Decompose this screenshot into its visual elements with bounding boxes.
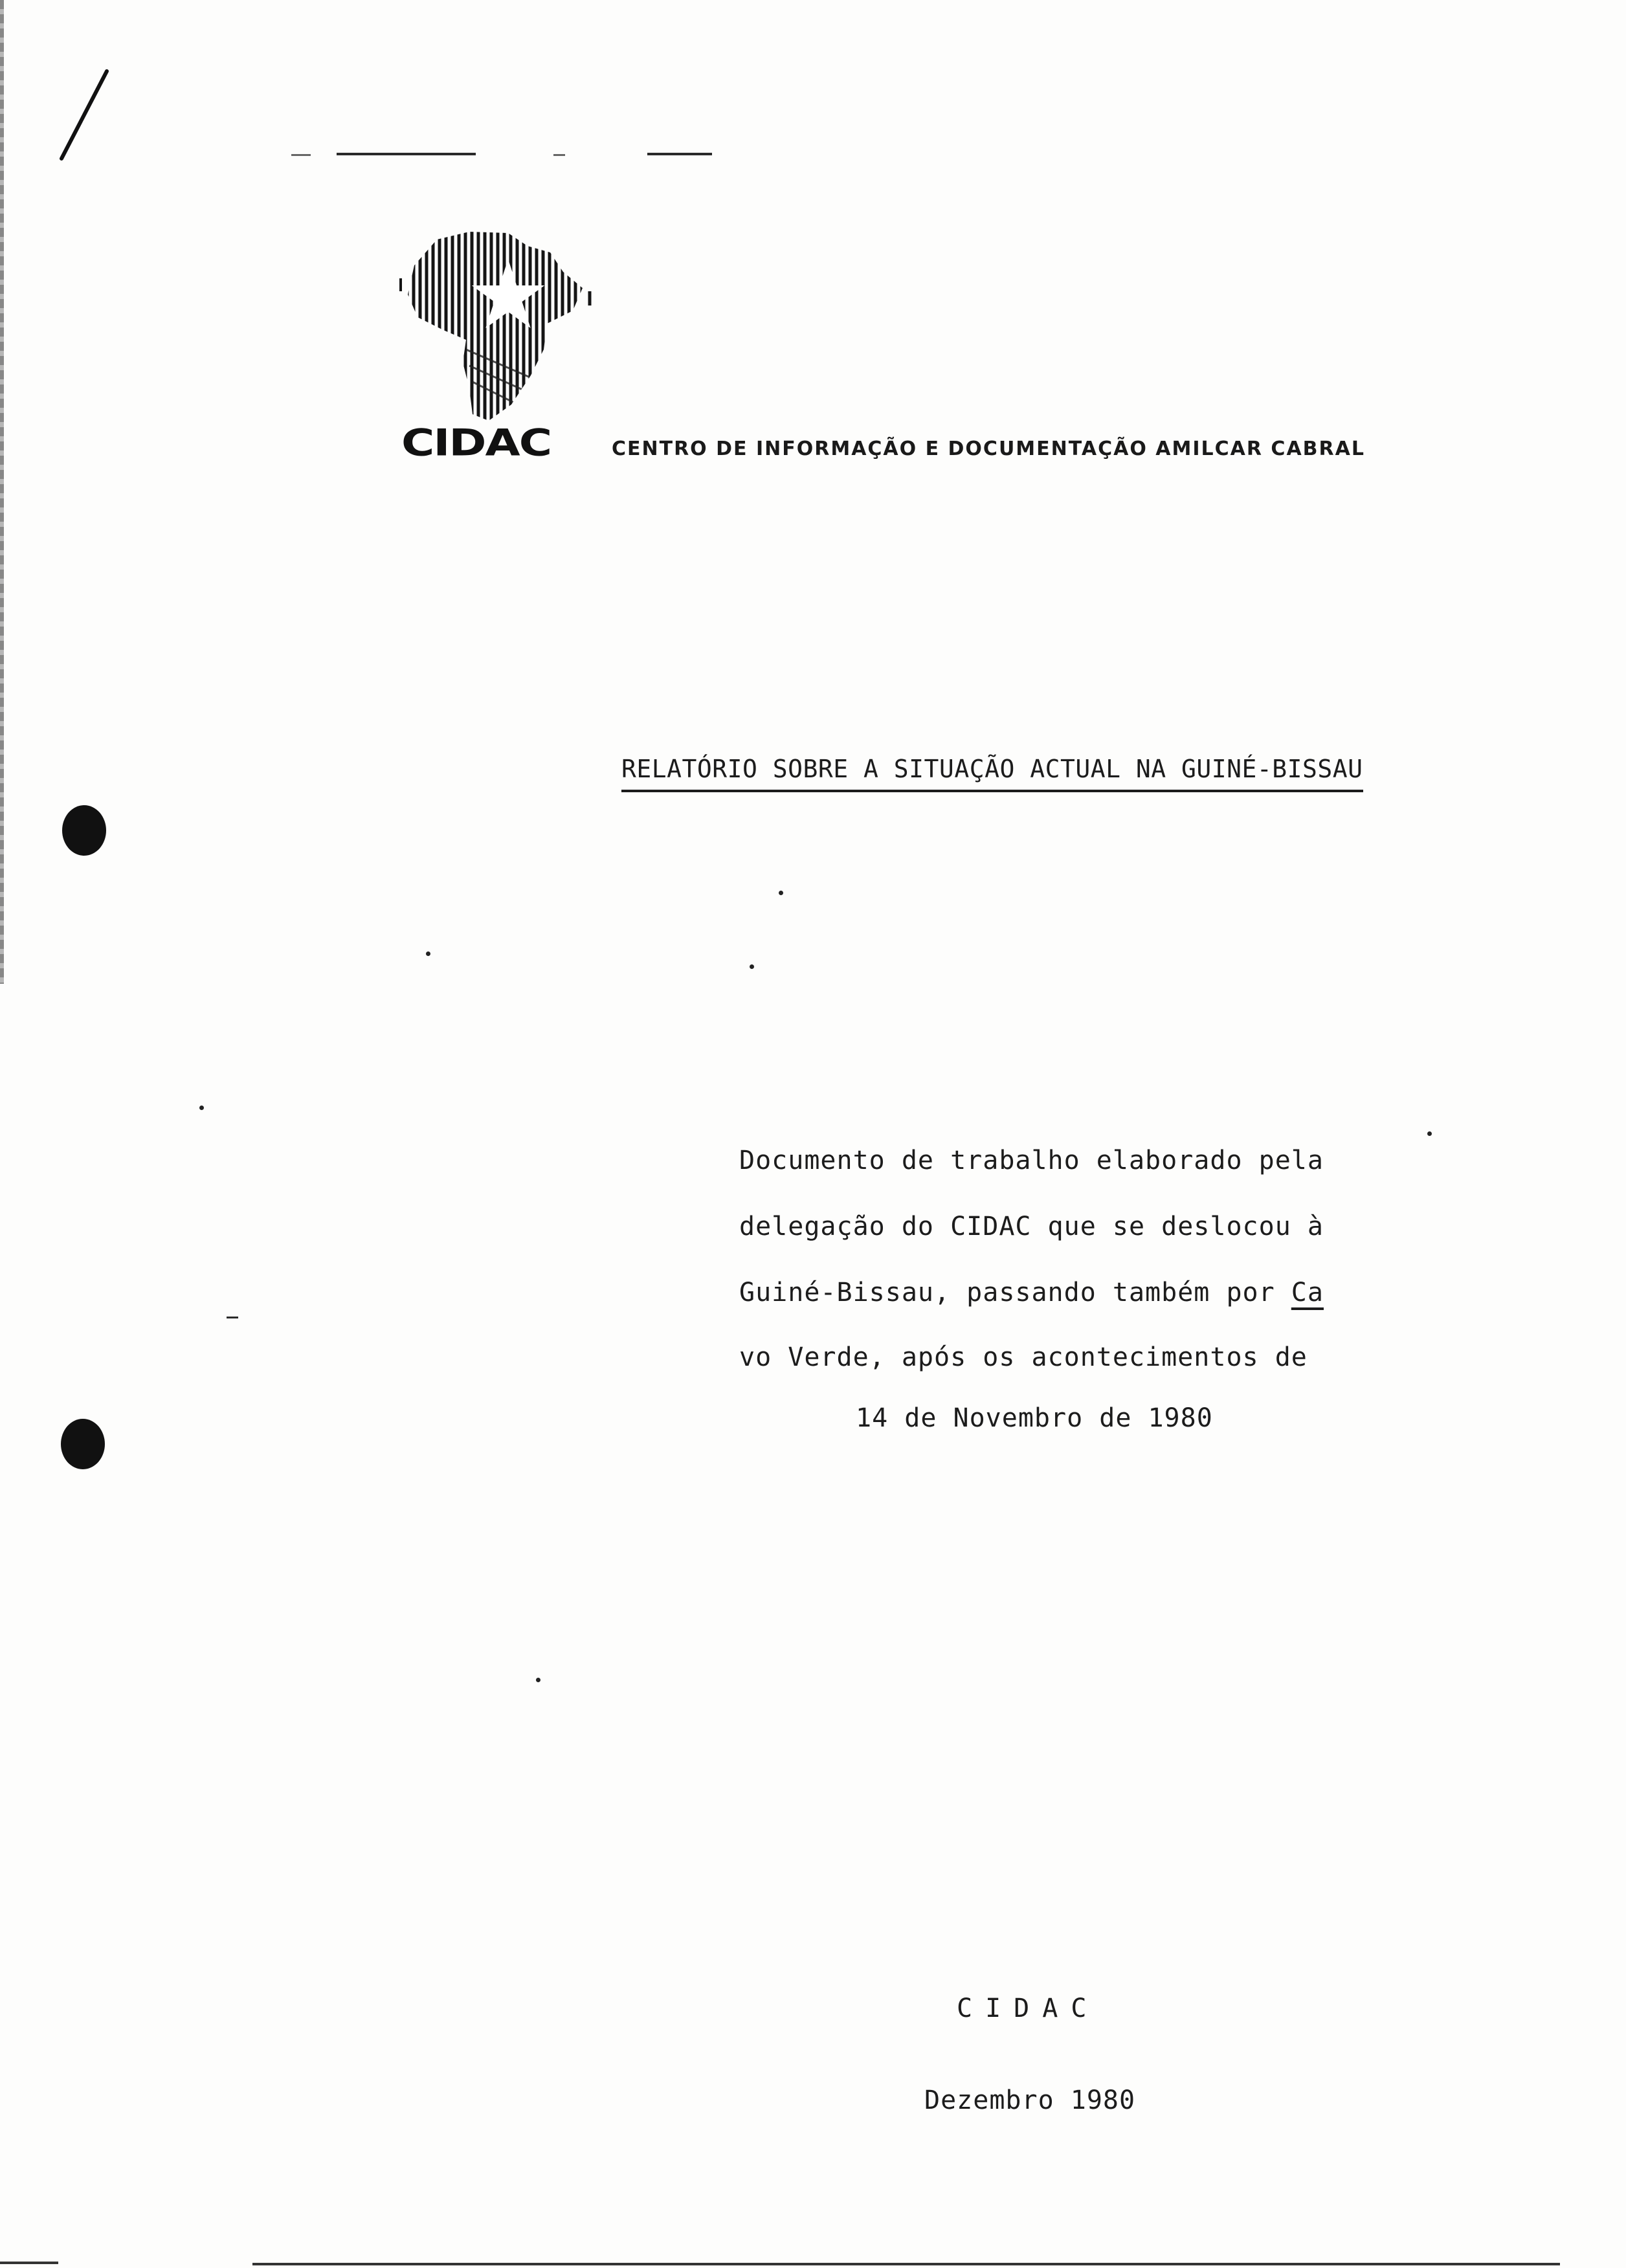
description-text: Guiné-Bissau, passando também por — [739, 1278, 1291, 1307]
speck — [426, 951, 430, 956]
organization-name: CENTRO DE INFORMAÇÃO E DOCUMENTAÇÃO AMILCAR CABRAL — [612, 438, 1365, 460]
scan-dash — [553, 154, 565, 156]
description-line: delegação do CIDAC que se deslocou à — [739, 1212, 1324, 1241]
pen-mark — [39, 65, 117, 168]
scan-edge — [0, 0, 4, 984]
speck — [199, 1106, 204, 1110]
africa-map-with-star-icon — [398, 227, 592, 427]
issue-date: Dezembro 1980 — [924, 2085, 1136, 2115]
signature-cidac: CIDAC — [957, 1994, 1100, 2023]
speck — [1427, 1131, 1432, 1136]
scan-dash — [227, 1317, 238, 1318]
speck — [750, 964, 754, 969]
logo-text: CIDAC — [401, 421, 551, 465]
speck — [779, 891, 783, 895]
description-line: Documento de trabalho elaborado pela — [739, 1146, 1324, 1175]
underlined-syllable: Ca — [1291, 1278, 1324, 1307]
punch-hole — [62, 805, 106, 856]
scan-rule — [252, 2263, 1560, 2265]
report-title: RELATÓRIO SOBRE A SITUAÇÃO ACTUAL NA GUINÉ-BISSAU — [621, 755, 1363, 792]
scan-dash — [647, 153, 712, 155]
scan-dash — [337, 153, 476, 155]
event-date: 14 de Novembro de 1980 — [856, 1403, 1213, 1433]
description-line: vo Verde, após os acontecimentos de — [739, 1342, 1308, 1372]
description-line — [739, 1278, 1324, 1307]
scan-rule — [0, 2262, 58, 2264]
punch-hole — [61, 1419, 105, 1469]
speck — [536, 1678, 540, 1682]
scan-dash — [291, 154, 311, 156]
